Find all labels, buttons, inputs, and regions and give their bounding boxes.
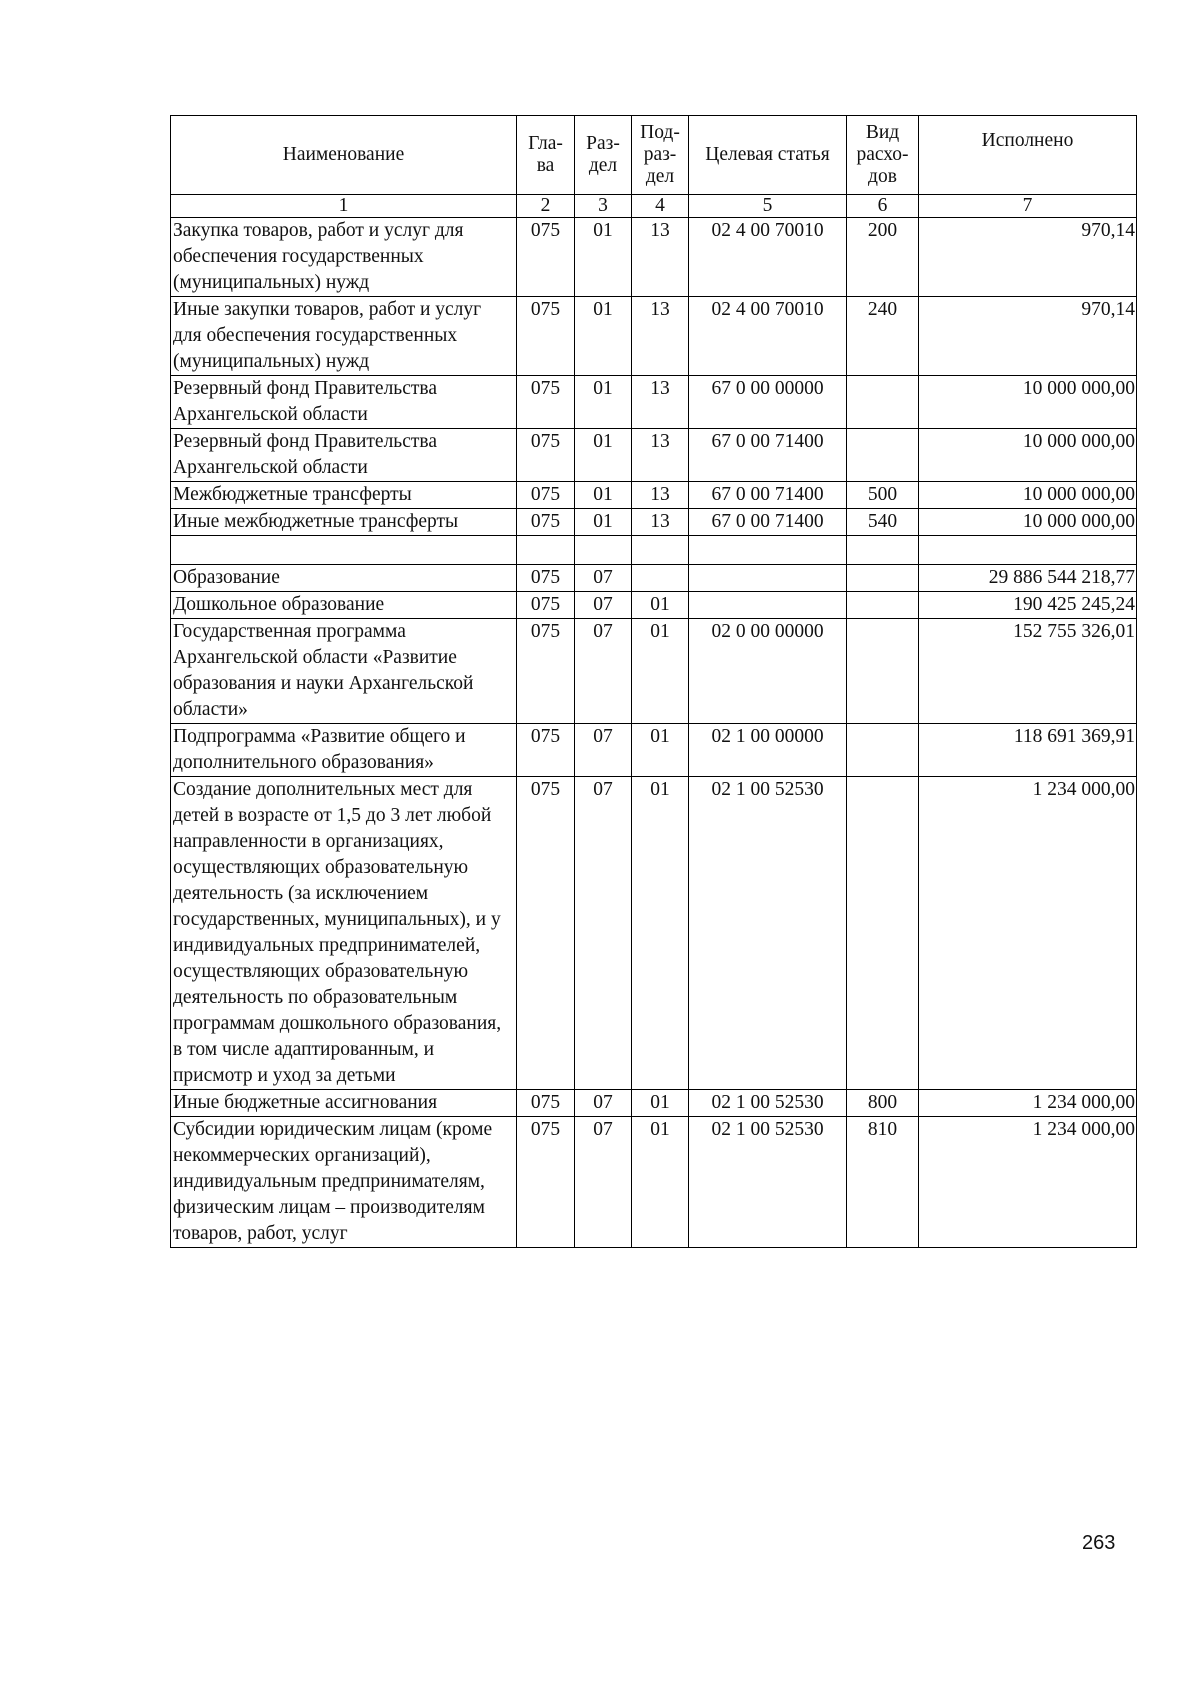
table-row (171, 509, 1137, 536)
cell-ispolneno: 29 886 544 218,77 (919, 565, 1137, 592)
cell-vid-raskhodov (847, 565, 919, 592)
cell-podrazdel: 01 (632, 619, 689, 724)
cell-podrazdel: 01 (632, 777, 689, 1090)
cell-vid-raskhodov: 500 (847, 482, 919, 509)
table-row (171, 429, 1137, 482)
cell-podrazdel: 13 (632, 482, 689, 509)
cell-ispolneno: 1 234 000,00 (919, 1090, 1137, 1117)
cell-ispolneno: 118 691 369,91 (919, 724, 1137, 777)
cell-vid-raskhodov: 810 (847, 1117, 919, 1248)
table-row (171, 777, 1137, 1090)
header-row (171, 116, 1137, 195)
cell-podrazdel: 13 (632, 297, 689, 376)
header-celevaya-statya: Целевая статья (689, 116, 847, 195)
table-row (171, 218, 1137, 297)
cell-ispolneno: 10 000 000,00 (919, 429, 1137, 482)
column-number: 3 (575, 195, 632, 218)
cell-vid-raskhodov (847, 619, 919, 724)
cell-celevaya-statya (689, 592, 847, 619)
cell-name: Резервный фонд Правительства Архангельской области (171, 429, 517, 482)
cell-celevaya-statya: 67 0 00 00000 (689, 376, 847, 429)
cell-name: Межбюджетные трансферты (171, 482, 517, 509)
cell-vid-raskhodov (847, 777, 919, 1090)
cell-razdel: 07 (575, 565, 632, 592)
cell-razdel: 01 (575, 376, 632, 429)
cell-razdel: 01 (575, 509, 632, 536)
cell-podrazdel (632, 536, 689, 565)
cell-vid-raskhodov: 800 (847, 1090, 919, 1117)
cell-name: Резервный фонд Правительства Архангельской области (171, 376, 517, 429)
cell-glava: 075 (517, 592, 575, 619)
cell-name: Закупка товаров, работ и услуг для обеспечения государственных (муниципальных) нужд (171, 218, 517, 297)
cell-name: Дошкольное образование (171, 592, 517, 619)
cell-podrazdel: 01 (632, 1090, 689, 1117)
cell-celevaya-statya: 67 0 00 71400 (689, 429, 847, 482)
cell-ispolneno: 190 425 245,24 (919, 592, 1137, 619)
column-number: 4 (632, 195, 689, 218)
column-number: 1 (171, 195, 517, 218)
cell-glava: 075 (517, 1117, 575, 1248)
cell-razdel: 07 (575, 777, 632, 1090)
cell-vid-raskhodov: 540 (847, 509, 919, 536)
cell-vid-raskhodov (847, 376, 919, 429)
cell-razdel: 01 (575, 297, 632, 376)
header-name: Наименование (171, 116, 517, 195)
table-row (171, 592, 1137, 619)
table-row (171, 482, 1137, 509)
cell-celevaya-statya: 02 4 00 70010 (689, 218, 847, 297)
cell-name: Иные межбюджетные трансферты (171, 509, 517, 536)
cell-razdel: 07 (575, 619, 632, 724)
cell-celevaya-statya: 67 0 00 71400 (689, 482, 847, 509)
cell-glava: 075 (517, 297, 575, 376)
cell-vid-raskhodov (847, 724, 919, 777)
cell-name: Иные закупки товаров, работ и услуг для обеспечения государственных (муниципальных) нужд (171, 297, 517, 376)
cell-ispolneno: 1 234 000,00 (919, 777, 1137, 1090)
cell-ispolneno: 152 755 326,01 (919, 619, 1137, 724)
cell-celevaya-statya: 02 1 00 52530 (689, 1090, 847, 1117)
cell-celevaya-statya (689, 536, 847, 565)
cell-glava: 075 (517, 777, 575, 1090)
cell-razdel: 01 (575, 218, 632, 297)
cell-vid-raskhodov (847, 429, 919, 482)
cell-name (171, 536, 517, 565)
cell-ispolneno: 970,14 (919, 297, 1137, 376)
cell-razdel: 07 (575, 1117, 632, 1248)
cell-podrazdel: 01 (632, 592, 689, 619)
table-row (171, 1117, 1137, 1248)
cell-vid-raskhodov: 200 (847, 218, 919, 297)
cell-razdel: 01 (575, 429, 632, 482)
cell-name: Образование (171, 565, 517, 592)
cell-name: Иные бюджетные ассигнования (171, 1090, 517, 1117)
cell-celevaya-statya: 02 1 00 00000 (689, 724, 847, 777)
cell-glava: 075 (517, 1090, 575, 1117)
header-podrazdel: Под- раз- дел (632, 116, 689, 195)
cell-celevaya-statya: 02 1 00 52530 (689, 1117, 847, 1248)
cell-glava: 075 (517, 429, 575, 482)
empty-row (171, 536, 1137, 565)
cell-vid-raskhodov (847, 592, 919, 619)
cell-podrazdel: 01 (632, 1117, 689, 1248)
cell-celevaya-statya: 02 1 00 52530 (689, 777, 847, 1090)
cell-razdel: 07 (575, 592, 632, 619)
cell-razdel: 01 (575, 482, 632, 509)
table-row (171, 297, 1137, 376)
table-body (171, 218, 1137, 1248)
cell-ispolneno: 10 000 000,00 (919, 482, 1137, 509)
cell-razdel: 07 (575, 724, 632, 777)
header-razdel: Раз- дел (575, 116, 632, 195)
table-row (171, 619, 1137, 724)
column-number: 2 (517, 195, 575, 218)
cell-podrazdel: 13 (632, 509, 689, 536)
cell-name: Подпрограмма «Развитие общего и дополнительного образования» (171, 724, 517, 777)
cell-glava: 075 (517, 376, 575, 429)
cell-ispolneno (919, 536, 1137, 565)
table-row (171, 1090, 1137, 1117)
cell-podrazdel: 13 (632, 376, 689, 429)
cell-podrazdel (632, 565, 689, 592)
cell-name: Государственная программа Архангельской области «Развитие образования и науки Архангельской области» (171, 619, 517, 724)
cell-razdel (575, 536, 632, 565)
cell-razdel: 07 (575, 1090, 632, 1117)
cell-celevaya-statya: 02 4 00 70010 (689, 297, 847, 376)
column-number: 7 (919, 195, 1137, 218)
cell-celevaya-statya: 02 0 00 00000 (689, 619, 847, 724)
header-ispolneno: Исполнено (919, 116, 1137, 195)
cell-podrazdel: 13 (632, 218, 689, 297)
cell-podrazdel: 01 (632, 724, 689, 777)
column-number: 5 (689, 195, 847, 218)
cell-ispolneno: 10 000 000,00 (919, 509, 1137, 536)
cell-glava (517, 536, 575, 565)
cell-ispolneno: 1 234 000,00 (919, 1117, 1137, 1248)
cell-glava: 075 (517, 509, 575, 536)
cell-celevaya-statya: 67 0 00 71400 (689, 509, 847, 536)
cell-glava: 075 (517, 482, 575, 509)
table-row (171, 565, 1137, 592)
header-glava: Гла- ва (517, 116, 575, 195)
cell-name: Субсидии юридическим лицам (кроме некоммерческих организаций), индивидуальным предпринимателям, физическим лицам – производителям товаров, работ, услуг (171, 1117, 517, 1248)
cell-ispolneno: 970,14 (919, 218, 1137, 297)
cell-glava: 075 (517, 619, 575, 724)
cell-name: Создание дополнительных мест для детей в возрасте от 1,5 до 3 лет любой направленности в организациях, осуществляющих образовательную деятельность (за исключением государственных, муниципальных), и у индивидуальных предпринимателей, осуществляющих образовательную деятельность по образовательным программам дошкольного образования, в том числе адаптированным, и присмотр и уход за детьми (171, 777, 517, 1090)
cell-glava: 075 (517, 565, 575, 592)
budget-execution-table (170, 115, 1137, 1248)
cell-podrazdel: 13 (632, 429, 689, 482)
cell-celevaya-statya (689, 565, 847, 592)
header-vid-raskhodov: Вид расхо- дов (847, 116, 919, 195)
column-number: 6 (847, 195, 919, 218)
table-row (171, 724, 1137, 777)
cell-vid-raskhodov (847, 536, 919, 565)
cell-glava: 075 (517, 218, 575, 297)
cell-ispolneno: 10 000 000,00 (919, 376, 1137, 429)
column-number-row (171, 195, 1137, 218)
cell-glava: 075 (517, 724, 575, 777)
table-row (171, 376, 1137, 429)
cell-vid-raskhodov: 240 (847, 297, 919, 376)
page-number: 263 (1082, 1532, 1116, 1554)
